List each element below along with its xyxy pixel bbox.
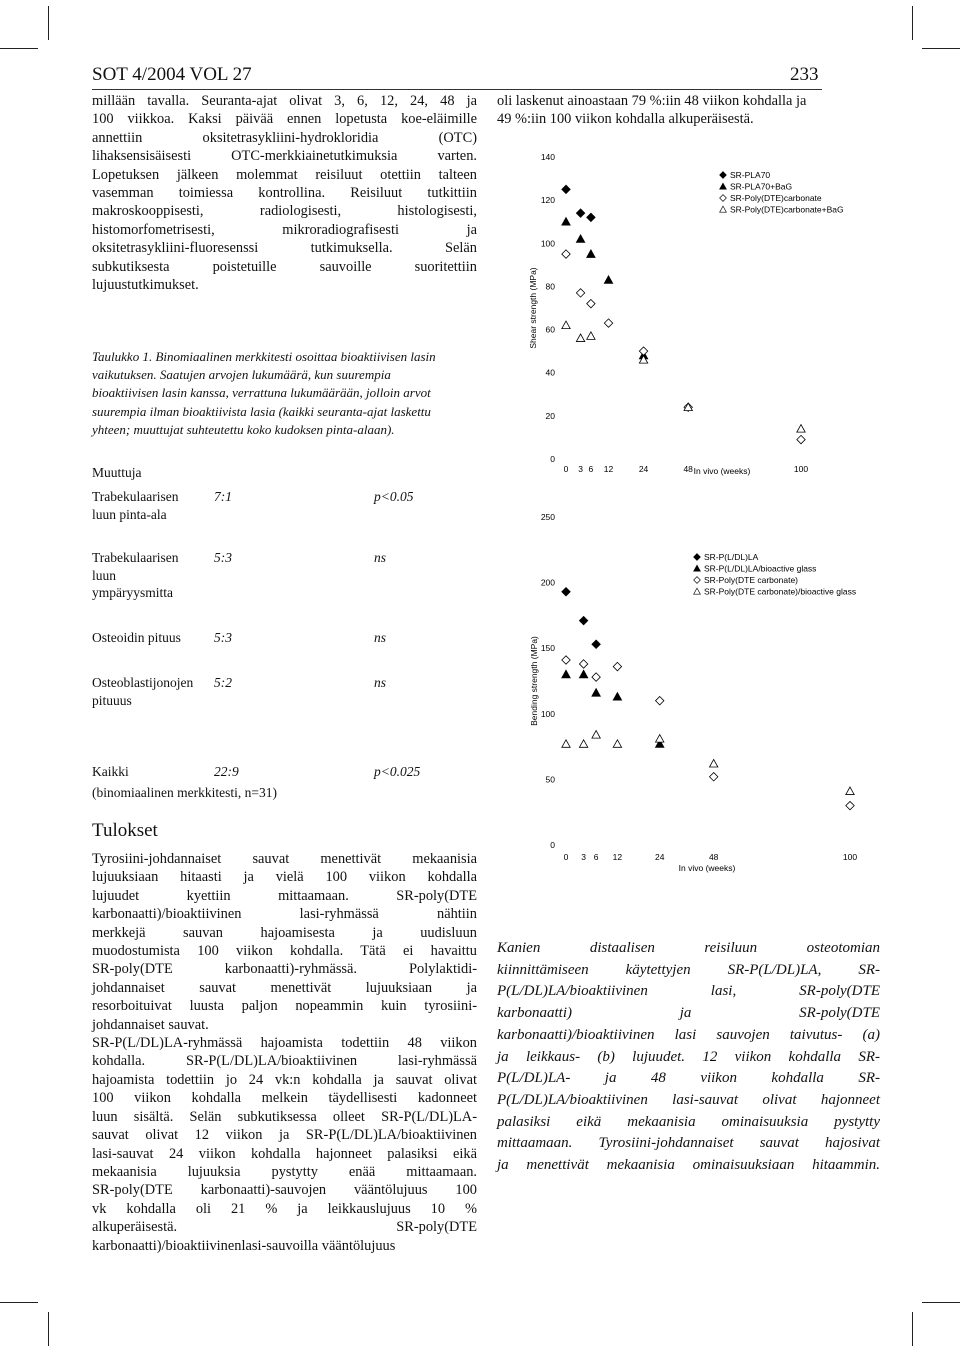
x-tick-label: 0 [563,852,569,862]
y-tick-label: 60 [545,324,555,335]
data-point [639,347,647,355]
x-tick-label: 24 [638,464,649,474]
text-line: oli laskenut ainoastaan 79 %:iin 48 viikon kohdalla ja [497,93,807,109]
text-line: oksitetrasykliini-fluoresenssi tutkimuksella. Selän [92,240,477,257]
y-tick-label: 250 [540,512,555,522]
caption-line: Taulukko 1. Binomiaalinen merkkitesti osoittaa bioaktiivisen lasin [92,349,436,364]
data-point [592,640,600,648]
crop-mark [48,1312,49,1346]
caption-line: palasiksi eikä mekaanisia ominaisuuksia pystytty [497,1113,880,1130]
caption-line: P(L/DL)LA- ja 48 viikon kohdalla SR- [497,1070,880,1087]
data-point [579,660,587,668]
caption-line: karbonaatti) ja SR-poly(DTE [497,1005,880,1022]
caption-line: vaikutuksen. Saatujen arvojen lukumäärä, kun suurempia [92,367,391,383]
table-row-ratio: 22:9 [214,764,239,779]
data-point [562,656,570,664]
x-tick-label: 12 [603,464,614,474]
legend-marker [720,183,727,189]
data-point [846,787,854,795]
caption-line: P(L/DL)LA/bioaktiivinen lasi-sauvat olivat hajonneet [497,1091,880,1108]
data-point [562,218,570,226]
legend-entry: SR-Poly(DTE)carbonate [730,193,822,203]
data-point [587,332,595,340]
text-line: johdannaiset sauvat menettivät lujuuksiaan ja [92,979,477,996]
y-tick-label: 150 [540,643,555,654]
data-point [797,425,805,433]
data-point [846,801,854,809]
shear-strength-chart [520,145,860,485]
results-paragraph [92,850,477,1255]
variable-line: luun pinta-ala [92,506,167,522]
data-point [587,299,595,307]
x-tick-label: 12 [612,852,623,862]
caption-line: Kanien distaalisen reisiluun osteotomian [497,940,880,956]
data-point [656,735,664,743]
legend-marker [694,565,701,571]
text-line: muodostumista 100 viikon kohdalla. Tätä ei havaittu [92,943,477,960]
data-point [562,670,570,678]
data-point [576,209,584,217]
y-tick-label: 80 [545,281,555,292]
text-line: SR-P(L/DL)LA-ryhmässä hajoamista todettiin 48 viikon [92,1035,477,1052]
legend-entry: SR-PLA70 [730,170,771,180]
variable-line: ympäryysmitta [92,585,173,600]
table-row-variable [92,549,178,602]
series-0 [562,588,601,649]
caption-line: kiinnittämiseen käytettyjen SR-P(L/DL)LA, SR- [497,961,880,978]
variable-line: luun [92,567,117,583]
text-line: 100 viikkoa. Kaksi päivää ennen lopetusta koe-eläimille [92,111,477,128]
variable-line: Trabekulaarisen [92,550,179,565]
variable-line: Kaikki [92,764,129,779]
data-point [587,250,595,258]
x-tick-label: 6 [593,852,599,862]
x-axis-label: In vivo (weeks) [678,863,736,873]
caption-line: suurempia ilman bioaktiivista lasia (kaikki seuranta-ajat laskettu [92,403,431,419]
table-row-variable [92,488,178,523]
data-point [562,588,570,596]
text-line: subkutiksesta poistetuille sauvoille suoritettiin [92,258,477,275]
text-line: 49 %:iin 100 viikon kohdalla alkuperäisestä. [497,111,754,128]
variable-line: Osteoblastijonojen [92,675,194,690]
legend-entry: SR-Poly(DTE carbonate) [704,575,799,585]
x-tick-label: 100 [793,464,809,474]
crop-mark [912,1312,913,1346]
legend-marker [694,577,701,584]
variable-line: Trabekulaarisen [92,489,179,504]
y-tick-label: 100 [540,238,555,249]
caption-line: karbonaatti)/bioaktiivinen lasi sauvojen taivutus- (a) [497,1026,880,1043]
table-row-variable [92,629,181,647]
y-tick-label: 100 [540,708,555,719]
table-row-p-value: ns [374,550,387,565]
variable-line: pituuus [92,692,132,708]
x-tick-label: 3 [581,852,586,862]
y-tick-label: 20 [545,410,555,421]
text-line: hajoamista todettiin jo 24 vk:n kohdalla ja sauvat olivat [92,1071,477,1088]
caption-line: bioaktiivisen lasin kanssa, verrattuna lukumäärään, jolloin arvot [92,385,431,401]
bending-strength-chart [520,505,860,875]
data-point [576,235,584,243]
table-footnote: (binomiaalinen merkkitesti, n=31) [92,785,277,800]
caption-line: yhteen; muuttujat suhteutettu koko kudoksen pinta-alaan). [92,421,395,437]
x-tick-label: 3 [578,464,583,474]
text-line: Tyrosiini-johdannaiset sauvat menettivät mekaanisia [92,851,477,867]
y-tick-label: 50 [545,774,555,785]
header-rule [92,89,822,90]
data-point [576,334,584,342]
y-axis-label: Shear strength (MPa) [528,267,538,349]
text-line: vk kohdalla oli 21 % ja leikkauslujuus 10 % [92,1200,477,1217]
series-3 [562,731,854,795]
crop-mark [922,1302,960,1303]
text-line: lujuustutkimukset. [92,277,199,294]
series-0 [562,185,595,221]
series-2 [562,250,805,444]
text-line: merkkejä sauvan hajoamisesta ja uudisluun [92,924,477,941]
series-2 [562,656,854,810]
crop-mark [0,1302,38,1303]
data-point [579,616,587,624]
data-point [709,773,717,781]
y-tick-label: 40 [545,367,555,378]
text-line: SR-poly(DTE karbonaatti)-ryhmässä. Polylaktidi- [92,961,477,978]
legend-marker [720,172,727,179]
legend [720,170,844,215]
text-line: lujuudet kyettiin mittaamaan. SR-poly(DTE [92,887,477,904]
caption-line: ja menettivät mekaanisia ominaisuuksiaan hitaammin. [497,1157,880,1174]
legend-marker [694,588,701,594]
caption-line: ja leikkaus- (b) lujuudet. 12 viikon kohdalla SR- [497,1048,880,1065]
series-1 [562,218,648,359]
data-point [613,693,621,701]
crop-mark [0,48,38,49]
table-row-ratio: 5:3 [214,630,232,645]
data-point [604,276,612,284]
y-tick-label: 140 [540,152,555,162]
text-line: resorboituivat luusta paljon nopeammin kuin tyrosiini- [92,998,477,1015]
table-row-variable [92,763,129,781]
table-column-header: Muuttuja [92,465,142,480]
y-tick-label: 120 [540,195,555,206]
legend-marker [720,195,727,202]
y-axis-label: Bending strength (MPa) [529,636,539,726]
text-line: mekaanisia lujuuksia pystytty enää mittaamaan. [92,1163,477,1180]
data-point [576,289,584,297]
figure-caption [497,938,880,1177]
x-tick-label: 0 [563,464,569,474]
table-row-ratio: 7:1 [214,489,232,504]
legend [694,552,856,597]
data-point [592,731,600,739]
data-point [613,662,621,670]
table-row-p-value: p<0.025 [374,764,421,779]
data-point [579,740,587,748]
caption-line: mittaamaan. Tyrosiini-johdannaiset sauvat hajosivat [497,1135,880,1152]
text-line: karbonaatti)/bioaktiivinen lasi-ryhmässä nähtiin [92,906,477,923]
table-row-p-value: ns [374,630,387,645]
text-line: lujuuksiaan hitaasti ja vielä 100 viikon kohdalla [92,869,477,886]
legend-marker [720,206,727,212]
series-1 [562,670,664,747]
crop-mark [912,6,913,40]
text-line: luun sisältä. Selän subkutiksessa olleet SR-P(L/DL)LA- [92,1108,477,1125]
table-row-ratio: 5:3 [214,550,232,565]
variable-line: Osteoidin pituus [92,630,181,645]
legend-entry: SR-P(L/DL)LA [704,552,759,562]
legend-entry: SR-PLA70+BaG [730,181,793,192]
text-line: sauvat olivat 12 viikon ja SR-P(L/DL)LA/bioaktiivinen [92,1127,477,1144]
data-point [656,696,664,704]
series-3 [562,321,805,432]
y-tick-label: 0 [550,840,555,850]
table-row-variable [92,674,193,709]
caption-line: P(L/DL)LA/bioaktiivinen lasi, SR-poly(DTE [497,983,880,1000]
table-row-ratio: 5:2 [214,675,232,690]
x-tick-label: 6 [588,464,594,474]
text-line: karbonaatti)/bioaktiivinenlasi-sauvoilla vääntölujuus [92,1237,396,1254]
text-line: lihaksensisäisesti OTC-merkkiainetutkimuksia varten. [92,148,477,165]
legend-entry: SR-P(L/DL)LA/bioactive glass [704,563,817,574]
page-number: 233 [790,64,819,85]
right-intro-paragraph [497,92,887,129]
text-line: histomorfometrisesti, mikroradiografisesti ja [92,221,477,238]
legend-entry: SR-Poly(DTE)carbonate+BaG [730,204,844,215]
data-point [587,213,595,221]
table-row-p-value: p<0.05 [374,489,414,504]
text-line: makroskooppisesti, radiologisesti, histologisesti, [92,203,477,220]
y-tick-label: 200 [540,577,555,588]
text-line: johdannaiset sauvat. [92,1016,209,1033]
x-tick-label: 100 [842,852,858,862]
data-point [562,185,570,193]
x-axis-label: In vivo (weeks) [693,466,751,476]
x-tick-label: 24 [654,852,665,862]
text-line: millään tavalla. Seuranta-ajat olivat 3, 6, 12, 24, 48 ja [92,93,477,109]
x-tick-label: 48 [683,464,693,474]
data-point [604,319,612,327]
data-point [562,250,570,258]
data-point [562,321,570,329]
text-line: Lopetuksen jälkeen molemmat reisiluut otettiin talteen [92,166,477,183]
crop-mark [48,6,49,40]
legend-marker [694,554,701,561]
text-line: annettiin oksitetrasykliini-hydrokloridia (OTC) [92,129,477,146]
section-heading: Tulokset [92,820,158,841]
text-line: alkuperäisestä. SR-poly(DTE [92,1219,477,1236]
text-line: kohdalla. SR-P(L/DL)LA/bioaktiivinen lasi-ryhmässä [92,1053,477,1070]
legend-entry: SR-Poly(DTE carbonate)/bioactive glass [704,586,857,597]
crop-mark [922,48,960,49]
data-point [592,689,600,697]
text-line: vasemman toimiessa kontrollina. Reisiluut tutkittiin [92,185,477,202]
results-table [92,462,477,807]
data-point [797,435,805,443]
table-row-p-value: ns [374,675,387,690]
journal-header: SOT 4/2004 VOL 27 [92,64,252,85]
text-line: SR-poly(DTE karbonaatti)-sauvojen vääntölujuus 100 [92,1182,477,1199]
data-point [592,673,600,681]
data-point [613,740,621,748]
x-tick-label: 48 [708,852,719,862]
table-caption [92,348,477,439]
data-point [562,740,570,748]
y-tick-label: 0 [550,454,555,464]
data-point [709,759,717,767]
text-line: lasi-sauvat 24 viikon kohdalla hajonneet palasiksi eikä [92,1145,477,1162]
text-line: 100 viikon kohdalla melkein täydellisesti kadonneet [92,1090,477,1107]
left-intro-paragraph [92,92,477,294]
data-point [579,670,587,678]
